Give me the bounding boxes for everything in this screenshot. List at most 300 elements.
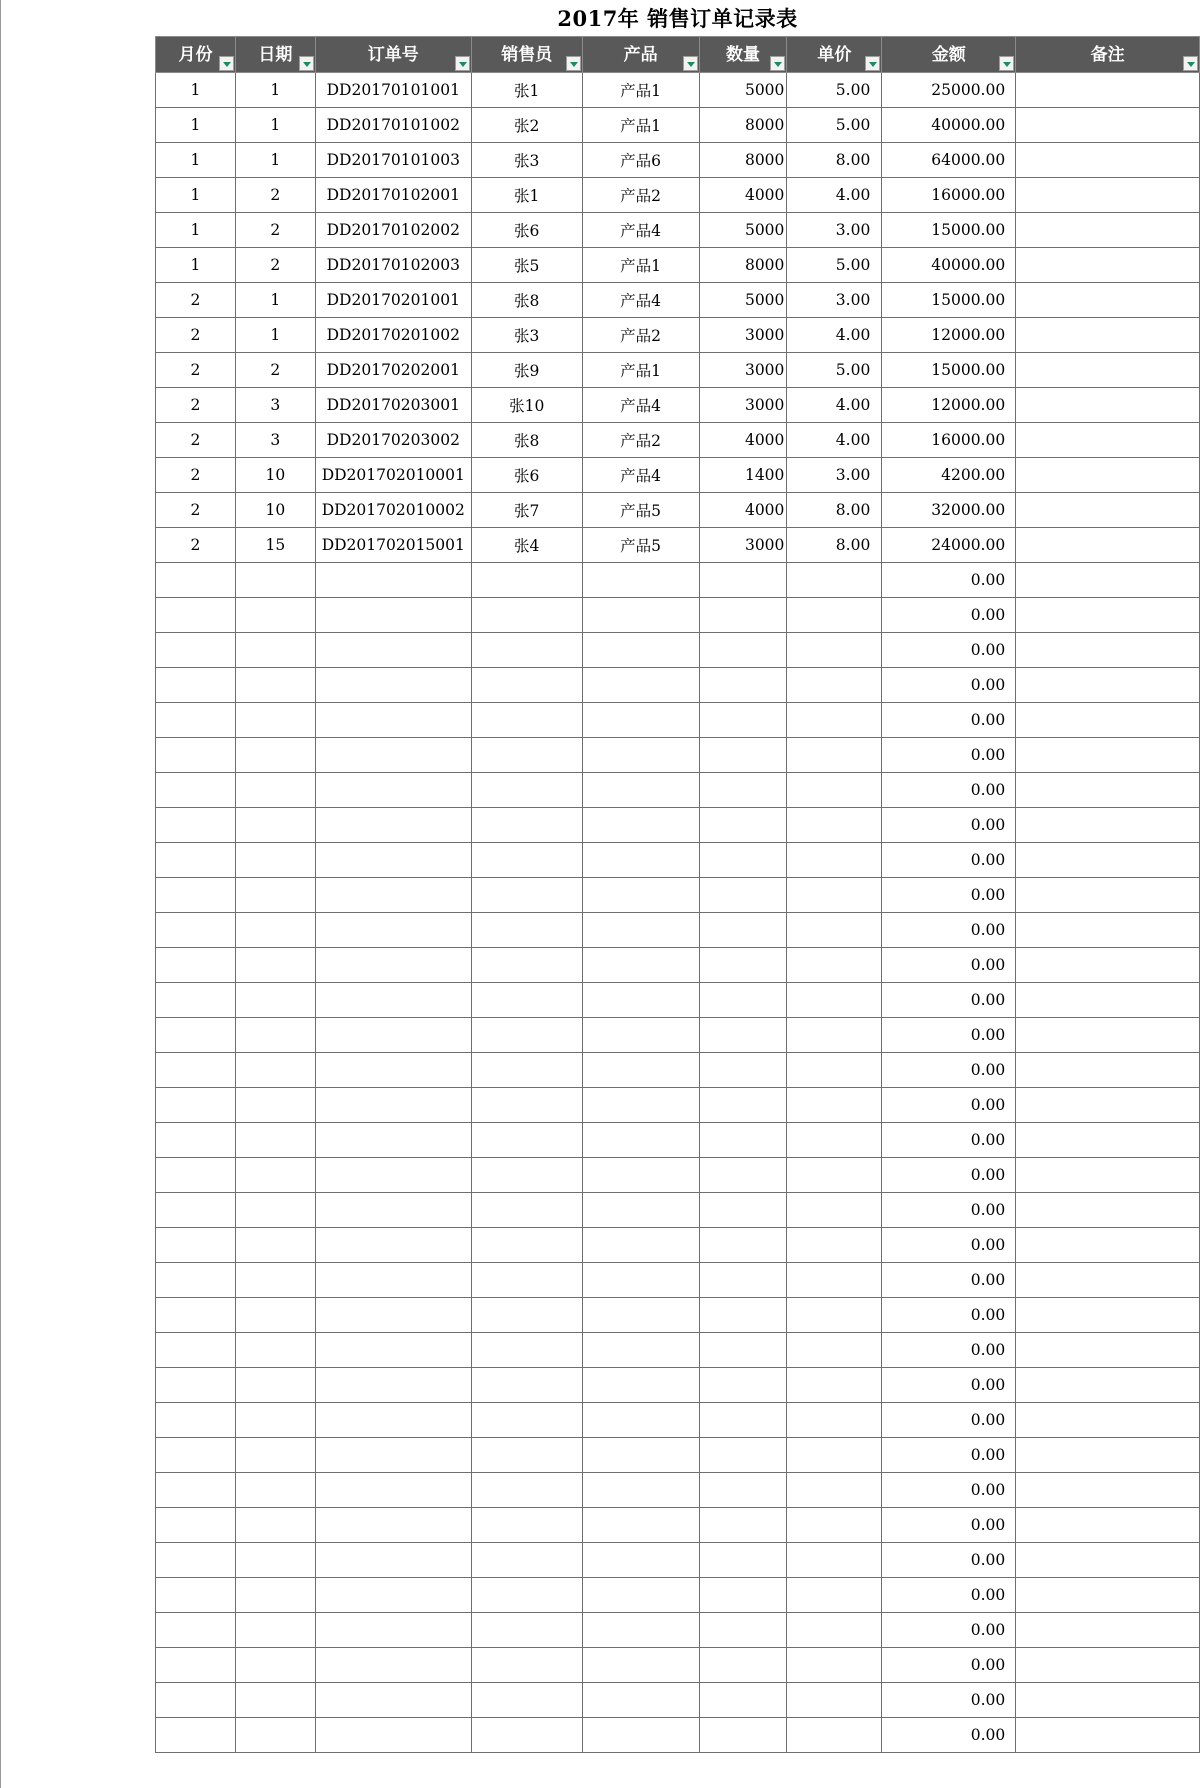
cell-month[interactable]: 2 <box>156 318 236 353</box>
cell-price[interactable]: 4.00 <box>787 178 882 213</box>
cell-month[interactable]: 2 <box>156 283 236 318</box>
cell-product[interactable]: 产品1 <box>582 73 699 108</box>
cell-note[interactable] <box>1016 1438 1200 1473</box>
cell-day[interactable] <box>235 703 315 738</box>
cell-month[interactable] <box>156 1158 236 1193</box>
cell-price[interactable] <box>787 1683 882 1718</box>
cell-salesperson[interactable] <box>471 1613 582 1648</box>
cell-note[interactable] <box>1016 843 1200 878</box>
cell-order-no[interactable] <box>315 1053 471 1088</box>
cell-month[interactable] <box>156 1053 236 1088</box>
cell-amount[interactable]: 12000.00 <box>882 318 1016 353</box>
cell-day[interactable] <box>235 913 315 948</box>
cell-qty[interactable] <box>699 1718 787 1753</box>
cell-month[interactable] <box>156 773 236 808</box>
cell-note[interactable] <box>1016 528 1200 563</box>
cell-qty[interactable] <box>699 633 787 668</box>
cell-product[interactable] <box>582 1368 699 1403</box>
cell-price[interactable]: 4.00 <box>787 388 882 423</box>
cell-salesperson[interactable] <box>471 878 582 913</box>
cell-day[interactable] <box>235 1473 315 1508</box>
cell-qty[interactable]: 1400 <box>699 458 787 493</box>
cell-order-no[interactable] <box>315 1648 471 1683</box>
cell-note[interactable] <box>1016 1508 1200 1543</box>
cell-note[interactable] <box>1016 213 1200 248</box>
cell-price[interactable] <box>787 598 882 633</box>
cell-order-no[interactable] <box>315 1403 471 1438</box>
cell-day[interactable] <box>235 808 315 843</box>
cell-product[interactable] <box>582 1018 699 1053</box>
cell-order-no[interactable]: DD20170202001 <box>315 353 471 388</box>
cell-qty[interactable] <box>699 913 787 948</box>
cell-amount[interactable]: 0.00 <box>882 1333 1016 1368</box>
cell-amount[interactable]: 0.00 <box>882 808 1016 843</box>
cell-month[interactable] <box>156 1613 236 1648</box>
cell-amount[interactable]: 0.00 <box>882 878 1016 913</box>
cell-order-no[interactable] <box>315 1543 471 1578</box>
cell-salesperson[interactable] <box>471 1648 582 1683</box>
cell-month[interactable] <box>156 983 236 1018</box>
cell-order-no[interactable]: DD201702015001 <box>315 528 471 563</box>
cell-day[interactable] <box>235 1088 315 1123</box>
cell-qty[interactable] <box>699 1123 787 1158</box>
filter-dropdown-icon[interactable] <box>219 56 234 71</box>
cell-salesperson[interactable] <box>471 1018 582 1053</box>
cell-note[interactable] <box>1016 1018 1200 1053</box>
cell-salesperson[interactable]: 张8 <box>471 423 582 458</box>
cell-order-no[interactable]: DD201702010001 <box>315 458 471 493</box>
cell-price[interactable] <box>787 563 882 598</box>
filter-dropdown-icon[interactable] <box>299 56 314 71</box>
cell-day[interactable] <box>235 633 315 668</box>
cell-price[interactable] <box>787 773 882 808</box>
cell-product[interactable] <box>582 1088 699 1123</box>
cell-price[interactable] <box>787 1543 882 1578</box>
cell-salesperson[interactable] <box>471 1053 582 1088</box>
cell-amount[interactable]: 16000.00 <box>882 178 1016 213</box>
cell-product[interactable] <box>582 983 699 1018</box>
cell-product[interactable] <box>582 1263 699 1298</box>
cell-month[interactable] <box>156 1403 236 1438</box>
cell-price[interactable] <box>787 1193 882 1228</box>
cell-product[interactable]: 产品1 <box>582 353 699 388</box>
cell-qty[interactable] <box>699 703 787 738</box>
cell-product[interactable] <box>582 878 699 913</box>
cell-month[interactable] <box>156 948 236 983</box>
cell-note[interactable] <box>1016 668 1200 703</box>
cell-day[interactable] <box>235 738 315 773</box>
cell-salesperson[interactable]: 张7 <box>471 493 582 528</box>
cell-salesperson[interactable]: 张1 <box>471 178 582 213</box>
cell-day[interactable] <box>235 1438 315 1473</box>
cell-salesperson[interactable] <box>471 1543 582 1578</box>
cell-qty[interactable]: 3000 <box>699 318 787 353</box>
cell-qty[interactable] <box>699 983 787 1018</box>
cell-qty[interactable] <box>699 1088 787 1123</box>
cell-note[interactable] <box>1016 1683 1200 1718</box>
cell-price[interactable] <box>787 983 882 1018</box>
cell-note[interactable] <box>1016 703 1200 738</box>
cell-month[interactable] <box>156 1298 236 1333</box>
cell-order-no[interactable] <box>315 668 471 703</box>
cell-product[interactable] <box>582 1683 699 1718</box>
cell-amount[interactable]: 0.00 <box>882 983 1016 1018</box>
cell-order-no[interactable] <box>315 633 471 668</box>
cell-note[interactable] <box>1016 318 1200 353</box>
cell-day[interactable] <box>235 1263 315 1298</box>
cell-month[interactable] <box>156 563 236 598</box>
cell-order-no[interactable]: DD20170102003 <box>315 248 471 283</box>
cell-salesperson[interactable] <box>471 1578 582 1613</box>
cell-order-no[interactable] <box>315 1438 471 1473</box>
cell-price[interactable]: 3.00 <box>787 213 882 248</box>
cell-order-no[interactable] <box>315 1718 471 1753</box>
cell-amount[interactable]: 0.00 <box>882 563 1016 598</box>
cell-price[interactable] <box>787 1368 882 1403</box>
cell-order-no[interactable]: DD20170101003 <box>315 143 471 178</box>
cell-month[interactable] <box>156 1368 236 1403</box>
cell-day[interactable]: 2 <box>235 178 315 213</box>
cell-day[interactable] <box>235 1333 315 1368</box>
cell-qty[interactable]: 4000 <box>699 493 787 528</box>
cell-amount[interactable]: 0.00 <box>882 1088 1016 1123</box>
cell-note[interactable] <box>1016 1298 1200 1333</box>
cell-salesperson[interactable] <box>471 1088 582 1123</box>
cell-day[interactable]: 2 <box>235 248 315 283</box>
cell-month[interactable] <box>156 1088 236 1123</box>
cell-qty[interactable] <box>699 668 787 703</box>
cell-month[interactable] <box>156 633 236 668</box>
cell-day[interactable] <box>235 878 315 913</box>
cell-salesperson[interactable] <box>471 1683 582 1718</box>
cell-product[interactable] <box>582 563 699 598</box>
cell-order-no[interactable]: DD20170201001 <box>315 283 471 318</box>
cell-qty[interactable] <box>699 1193 787 1228</box>
cell-price[interactable] <box>787 703 882 738</box>
cell-price[interactable] <box>787 1508 882 1543</box>
cell-amount[interactable]: 12000.00 <box>882 388 1016 423</box>
cell-note[interactable] <box>1016 598 1200 633</box>
cell-note[interactable] <box>1016 1403 1200 1438</box>
cell-note[interactable] <box>1016 108 1200 143</box>
cell-product[interactable] <box>582 948 699 983</box>
cell-salesperson[interactable] <box>471 1718 582 1753</box>
cell-day[interactable] <box>235 1718 315 1753</box>
cell-amount[interactable]: 0.00 <box>882 948 1016 983</box>
filter-dropdown-icon[interactable] <box>455 56 470 71</box>
cell-qty[interactable] <box>699 1263 787 1298</box>
cell-day[interactable] <box>235 563 315 598</box>
cell-amount[interactable]: 0.00 <box>882 1263 1016 1298</box>
cell-month[interactable]: 2 <box>156 353 236 388</box>
cell-product[interactable]: 产品4 <box>582 458 699 493</box>
cell-order-no[interactable] <box>315 913 471 948</box>
cell-product[interactable] <box>582 1298 699 1333</box>
cell-day[interactable]: 1 <box>235 108 315 143</box>
cell-month[interactable]: 2 <box>156 528 236 563</box>
cell-qty[interactable] <box>699 1018 787 1053</box>
cell-qty[interactable]: 4000 <box>699 423 787 458</box>
cell-order-no[interactable]: DD201702010002 <box>315 493 471 528</box>
cell-product[interactable] <box>582 668 699 703</box>
cell-qty[interactable] <box>699 1648 787 1683</box>
cell-note[interactable] <box>1016 563 1200 598</box>
cell-month[interactable]: 2 <box>156 493 236 528</box>
cell-salesperson[interactable] <box>471 1368 582 1403</box>
cell-day[interactable] <box>235 1613 315 1648</box>
cell-amount[interactable]: 0.00 <box>882 913 1016 948</box>
cell-day[interactable]: 1 <box>235 318 315 353</box>
cell-amount[interactable]: 0.00 <box>882 633 1016 668</box>
cell-note[interactable] <box>1016 1158 1200 1193</box>
cell-day[interactable] <box>235 1018 315 1053</box>
cell-price[interactable] <box>787 843 882 878</box>
cell-day[interactable] <box>235 948 315 983</box>
cell-month[interactable] <box>156 843 236 878</box>
cell-note[interactable] <box>1016 983 1200 1018</box>
cell-note[interactable] <box>1016 353 1200 388</box>
column-header-note[interactable] <box>1016 37 1200 73</box>
cell-product[interactable] <box>582 1123 699 1158</box>
cell-amount[interactable]: 0.00 <box>882 1193 1016 1228</box>
cell-product[interactable] <box>582 843 699 878</box>
cell-price[interactable] <box>787 1718 882 1753</box>
cell-order-no[interactable]: DD20170102001 <box>315 178 471 213</box>
cell-qty[interactable] <box>699 948 787 983</box>
cell-price[interactable] <box>787 1403 882 1438</box>
cell-price[interactable] <box>787 1158 882 1193</box>
cell-price[interactable]: 3.00 <box>787 283 882 318</box>
filter-dropdown-icon[interactable] <box>770 56 785 71</box>
cell-note[interactable] <box>1016 878 1200 913</box>
cell-amount[interactable]: 15000.00 <box>882 283 1016 318</box>
cell-order-no[interactable] <box>315 738 471 773</box>
cell-price[interactable] <box>787 1228 882 1263</box>
cell-product[interactable] <box>582 1543 699 1578</box>
cell-qty[interactable] <box>699 1683 787 1718</box>
cell-day[interactable] <box>235 668 315 703</box>
cell-amount[interactable]: 15000.00 <box>882 353 1016 388</box>
column-header-salesperson[interactable] <box>471 37 582 73</box>
cell-order-no[interactable]: DD20170203002 <box>315 423 471 458</box>
cell-product[interactable] <box>582 703 699 738</box>
cell-note[interactable] <box>1016 738 1200 773</box>
cell-amount[interactable]: 0.00 <box>882 1053 1016 1088</box>
cell-qty[interactable]: 5000 <box>699 213 787 248</box>
cell-qty[interactable] <box>699 843 787 878</box>
cell-price[interactable] <box>787 1613 882 1648</box>
cell-salesperson[interactable] <box>471 563 582 598</box>
cell-month[interactable] <box>156 1438 236 1473</box>
cell-product[interactable]: 产品2 <box>582 423 699 458</box>
cell-month[interactable] <box>156 1683 236 1718</box>
cell-day[interactable] <box>235 598 315 633</box>
cell-note[interactable] <box>1016 1228 1200 1263</box>
cell-salesperson[interactable] <box>471 1508 582 1543</box>
cell-salesperson[interactable]: 张3 <box>471 143 582 178</box>
filter-dropdown-icon[interactable] <box>566 56 581 71</box>
cell-amount[interactable]: 0.00 <box>882 1473 1016 1508</box>
cell-day[interactable]: 1 <box>235 283 315 318</box>
cell-product[interactable] <box>582 1473 699 1508</box>
cell-note[interactable] <box>1016 1613 1200 1648</box>
cell-note[interactable] <box>1016 283 1200 318</box>
cell-product[interactable] <box>582 1718 699 1753</box>
cell-amount[interactable]: 0.00 <box>882 1648 1016 1683</box>
cell-price[interactable]: 8.00 <box>787 493 882 528</box>
cell-order-no[interactable] <box>315 1263 471 1298</box>
cell-amount[interactable]: 0.00 <box>882 843 1016 878</box>
cell-order-no[interactable]: DD20170203001 <box>315 388 471 423</box>
cell-note[interactable] <box>1016 423 1200 458</box>
cell-month[interactable] <box>156 668 236 703</box>
cell-note[interactable] <box>1016 1368 1200 1403</box>
column-header-price[interactable] <box>787 37 882 73</box>
cell-note[interactable] <box>1016 1333 1200 1368</box>
cell-product[interactable] <box>582 1403 699 1438</box>
cell-order-no[interactable] <box>315 948 471 983</box>
cell-salesperson[interactable] <box>471 633 582 668</box>
cell-product[interactable]: 产品4 <box>582 213 699 248</box>
cell-qty[interactable]: 8000 <box>699 108 787 143</box>
cell-note[interactable] <box>1016 1578 1200 1613</box>
cell-salesperson[interactable]: 张8 <box>471 283 582 318</box>
cell-note[interactable] <box>1016 633 1200 668</box>
cell-month[interactable] <box>156 703 236 738</box>
cell-day[interactable]: 2 <box>235 213 315 248</box>
cell-price[interactable]: 5.00 <box>787 353 882 388</box>
cell-qty[interactable] <box>699 1298 787 1333</box>
cell-qty[interactable] <box>699 808 787 843</box>
cell-order-no[interactable]: DD20170101002 <box>315 108 471 143</box>
cell-product[interactable] <box>582 1228 699 1263</box>
cell-note[interactable] <box>1016 73 1200 108</box>
cell-qty[interactable] <box>699 1438 787 1473</box>
cell-salesperson[interactable] <box>471 1438 582 1473</box>
cell-day[interactable] <box>235 843 315 878</box>
cell-qty[interactable] <box>699 1403 787 1438</box>
cell-day[interactable]: 10 <box>235 493 315 528</box>
cell-order-no[interactable] <box>315 703 471 738</box>
cell-amount[interactable]: 25000.00 <box>882 73 1016 108</box>
cell-qty[interactable] <box>699 1228 787 1263</box>
cell-order-no[interactable] <box>315 773 471 808</box>
cell-product[interactable] <box>582 738 699 773</box>
cell-amount[interactable]: 15000.00 <box>882 213 1016 248</box>
cell-order-no[interactable] <box>315 1123 471 1158</box>
cell-day[interactable] <box>235 1193 315 1228</box>
cell-price[interactable] <box>787 1298 882 1333</box>
cell-product[interactable] <box>582 1333 699 1368</box>
cell-price[interactable]: 5.00 <box>787 108 882 143</box>
cell-qty[interactable] <box>699 738 787 773</box>
cell-qty[interactable] <box>699 1578 787 1613</box>
cell-salesperson[interactable] <box>471 913 582 948</box>
cell-order-no[interactable] <box>315 1088 471 1123</box>
cell-order-no[interactable] <box>315 983 471 1018</box>
cell-note[interactable] <box>1016 1543 1200 1578</box>
cell-product[interactable]: 产品4 <box>582 388 699 423</box>
cell-amount[interactable]: 0.00 <box>882 1123 1016 1158</box>
cell-amount[interactable]: 4200.00 <box>882 458 1016 493</box>
cell-salesperson[interactable] <box>471 773 582 808</box>
column-header-order_no[interactable] <box>315 37 471 73</box>
cell-product[interactable] <box>582 1193 699 1228</box>
cell-salesperson[interactable] <box>471 1123 582 1158</box>
cell-qty[interactable] <box>699 1158 787 1193</box>
cell-amount[interactable]: 0.00 <box>882 703 1016 738</box>
cell-note[interactable] <box>1016 248 1200 283</box>
cell-amount[interactable]: 0.00 <box>882 1298 1016 1333</box>
cell-day[interactable] <box>235 983 315 1018</box>
cell-salesperson[interactable]: 张9 <box>471 353 582 388</box>
cell-order-no[interactable] <box>315 1508 471 1543</box>
cell-day[interactable] <box>235 1683 315 1718</box>
cell-product[interactable] <box>582 1613 699 1648</box>
cell-note[interactable] <box>1016 143 1200 178</box>
cell-month[interactable] <box>156 808 236 843</box>
cell-salesperson[interactable]: 张6 <box>471 213 582 248</box>
column-header-day[interactable] <box>235 37 315 73</box>
cell-salesperson[interactable] <box>471 948 582 983</box>
cell-salesperson[interactable] <box>471 1333 582 1368</box>
cell-salesperson[interactable] <box>471 983 582 1018</box>
cell-price[interactable] <box>787 1123 882 1158</box>
cell-salesperson[interactable]: 张1 <box>471 73 582 108</box>
cell-product[interactable] <box>582 808 699 843</box>
cell-price[interactable] <box>787 633 882 668</box>
cell-month[interactable] <box>156 1123 236 1158</box>
cell-amount[interactable]: 64000.00 <box>882 143 1016 178</box>
cell-note[interactable] <box>1016 1123 1200 1158</box>
cell-day[interactable] <box>235 1578 315 1613</box>
cell-order-no[interactable] <box>315 1298 471 1333</box>
cell-qty[interactable] <box>699 1613 787 1648</box>
cell-order-no[interactable] <box>315 1333 471 1368</box>
cell-qty[interactable] <box>699 1333 787 1368</box>
cell-salesperson[interactable] <box>471 1263 582 1298</box>
cell-qty[interactable] <box>699 1368 787 1403</box>
cell-salesperson[interactable] <box>471 1473 582 1508</box>
cell-salesperson[interactable] <box>471 668 582 703</box>
cell-month[interactable] <box>156 738 236 773</box>
cell-day[interactable]: 3 <box>235 388 315 423</box>
cell-qty[interactable]: 3000 <box>699 528 787 563</box>
cell-note[interactable] <box>1016 1263 1200 1298</box>
cell-note[interactable] <box>1016 1718 1200 1753</box>
cell-day[interactable] <box>235 1403 315 1438</box>
cell-month[interactable] <box>156 1228 236 1263</box>
cell-qty[interactable] <box>699 1053 787 1088</box>
cell-product[interactable]: 产品4 <box>582 283 699 318</box>
cell-price[interactable]: 5.00 <box>787 248 882 283</box>
cell-qty[interactable] <box>699 773 787 808</box>
cell-amount[interactable]: 0.00 <box>882 773 1016 808</box>
cell-qty[interactable]: 5000 <box>699 73 787 108</box>
cell-month[interactable]: 2 <box>156 458 236 493</box>
cell-price[interactable] <box>787 948 882 983</box>
cell-month[interactable]: 1 <box>156 108 236 143</box>
cell-price[interactable] <box>787 738 882 773</box>
cell-salesperson[interactable]: 张4 <box>471 528 582 563</box>
cell-month[interactable]: 2 <box>156 388 236 423</box>
cell-amount[interactable]: 0.00 <box>882 1508 1016 1543</box>
cell-qty[interactable] <box>699 1473 787 1508</box>
cell-order-no[interactable] <box>315 843 471 878</box>
cell-order-no[interactable] <box>315 1613 471 1648</box>
cell-note[interactable] <box>1016 1193 1200 1228</box>
cell-note[interactable] <box>1016 493 1200 528</box>
